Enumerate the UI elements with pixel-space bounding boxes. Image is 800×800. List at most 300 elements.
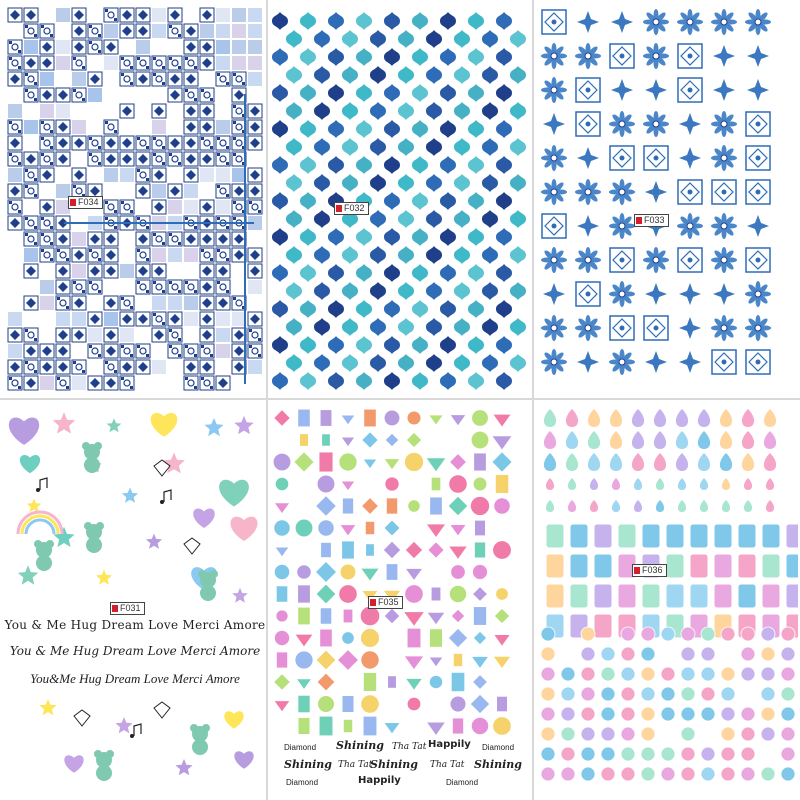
round-gem	[641, 707, 655, 721]
tile	[248, 8, 262, 22]
mandala-motif	[643, 43, 669, 69]
tile-motif	[146, 66, 149, 69]
round-gem	[360, 606, 379, 625]
tile-motif	[146, 178, 149, 181]
teardrop-gem	[766, 500, 774, 512]
emerald-gem	[298, 607, 310, 625]
moroccan-drop	[496, 192, 512, 210]
teardrop-gem	[544, 431, 556, 449]
tile-motif	[34, 194, 37, 197]
tile	[56, 56, 70, 70]
round-gem	[275, 477, 288, 490]
round-gem	[295, 519, 313, 537]
tile-motif	[249, 201, 252, 204]
emerald-gem	[298, 409, 310, 427]
teardrop-gem	[590, 500, 598, 512]
border-strip	[64, 222, 254, 224]
heart-sticker	[193, 509, 215, 528]
emerald-gem	[474, 542, 485, 558]
moroccan-drop	[356, 120, 372, 138]
round-gem	[601, 647, 615, 661]
motif-center	[654, 156, 659, 161]
tile	[200, 24, 214, 38]
moroccan-drop	[454, 102, 470, 120]
gem-word: Shining	[284, 758, 332, 771]
tile-motif	[169, 281, 172, 284]
moroccan-drop	[370, 210, 386, 228]
moroccan-drop	[482, 318, 498, 336]
moroccan-drop	[286, 246, 302, 264]
motif-star	[679, 351, 701, 373]
octagon-gem	[594, 584, 612, 608]
round-gem	[541, 747, 555, 761]
mandala-motif	[711, 145, 737, 171]
motif-star	[747, 215, 769, 237]
teardrop-gem	[656, 500, 664, 512]
emerald-gem	[366, 544, 375, 556]
moroccan-drop	[496, 84, 512, 102]
tile	[168, 248, 182, 262]
heart-sticker	[234, 751, 253, 768]
teardrop-gem	[612, 500, 620, 512]
motif-star	[577, 351, 599, 373]
mandala-motif	[747, 79, 769, 101]
moroccan-drop	[342, 66, 358, 84]
motif-center	[551, 155, 557, 161]
tile-motif	[169, 57, 172, 60]
octagon-gem	[546, 554, 564, 578]
tile-motif	[201, 89, 204, 92]
round-gem	[781, 707, 795, 721]
emerald-gem	[319, 716, 333, 736]
gem-word: Diamond	[446, 778, 479, 787]
trillion-gem	[342, 438, 354, 447]
moroccan-drop	[384, 48, 400, 66]
star-sticker	[122, 488, 138, 503]
moroccan-drop	[454, 210, 470, 228]
tile-motif	[98, 146, 101, 149]
mandala-motif	[679, 351, 701, 373]
mandala-motif	[610, 146, 634, 170]
octagon-gem	[570, 584, 588, 608]
round-gem	[741, 667, 755, 681]
round-gem	[295, 651, 313, 669]
mandala-motif	[746, 112, 770, 136]
teardrop-gem	[764, 431, 776, 449]
mandala-motif	[542, 214, 566, 238]
octagon-gem	[642, 584, 660, 608]
moroccan-drop	[454, 246, 470, 264]
tile-motif	[169, 233, 172, 236]
tile	[24, 40, 38, 54]
moroccan-drop	[496, 120, 512, 138]
tile-motif	[137, 281, 140, 284]
tile-motif	[9, 153, 12, 156]
motif-center	[756, 258, 761, 263]
trillion-gem	[427, 524, 445, 537]
round-gem	[276, 610, 288, 622]
tile	[40, 72, 54, 86]
moroccan-drop	[300, 372, 316, 390]
tile-motif	[178, 162, 181, 165]
trillion-gem	[406, 679, 421, 690]
trillion-gem	[493, 436, 512, 449]
tile	[232, 56, 246, 70]
round-gem	[701, 687, 715, 701]
moroccan-drop	[412, 336, 428, 354]
round-gem	[621, 747, 635, 761]
sheet-code-label: F033	[634, 214, 669, 227]
teardrop-gem	[656, 478, 664, 490]
diamond-gem	[450, 454, 466, 470]
tile-motif	[162, 162, 165, 165]
tile	[8, 312, 22, 326]
moroccan-drop	[272, 48, 288, 66]
mandala-motif	[711, 9, 737, 35]
emerald-gem	[388, 676, 397, 688]
round-gem	[781, 647, 795, 661]
diamond-gem	[473, 587, 487, 601]
tile-motif	[34, 242, 37, 245]
moroccan-drop	[356, 48, 372, 66]
emerald-gem	[320, 410, 332, 427]
gem-word: Shining	[336, 739, 384, 752]
round-gem	[681, 767, 695, 781]
moroccan-drop	[272, 336, 288, 354]
round-gem	[581, 687, 595, 701]
diamond-gem	[449, 629, 467, 647]
trillion-gem	[406, 569, 422, 580]
tile-motif	[233, 105, 236, 108]
tile-motif	[194, 354, 197, 357]
tile-motif	[178, 290, 181, 293]
motif-center	[620, 326, 625, 331]
moroccan-drop	[300, 48, 316, 66]
moroccan-drop	[412, 84, 428, 102]
tile	[104, 168, 118, 182]
moroccan-drop	[496, 372, 512, 390]
divider	[532, 0, 534, 800]
teardrop-gem	[676, 431, 688, 449]
mandala-motif	[678, 44, 702, 68]
teardrop-gem	[698, 409, 710, 427]
tile	[104, 312, 118, 326]
mandala-motif	[677, 9, 703, 35]
moroccan-drop	[510, 30, 526, 48]
tile-motif	[201, 249, 204, 252]
tile-motif	[18, 130, 21, 133]
round-gem	[472, 564, 487, 579]
emerald-gem	[475, 520, 486, 536]
tile-motif	[146, 290, 149, 293]
round-gem	[601, 707, 615, 721]
tile-motif	[178, 34, 181, 37]
octagon-gem	[666, 524, 684, 548]
tile-motif	[105, 217, 108, 220]
trillion-gem	[494, 635, 509, 646]
tile-motif	[210, 386, 213, 389]
tile-motif	[9, 57, 12, 60]
tile-motif	[194, 386, 197, 389]
moroccan-drop	[468, 156, 484, 174]
octagon-gem	[738, 554, 756, 578]
gem-word: Tha Tat	[338, 760, 373, 770]
teardrop-gem	[632, 431, 644, 449]
mandala-motif	[645, 283, 667, 305]
round-gem	[741, 747, 755, 761]
moroccan-drop	[440, 264, 456, 282]
moroccan-drop	[384, 372, 400, 390]
round-gem	[274, 564, 289, 579]
tile-motif	[226, 162, 229, 165]
music-note-head	[130, 734, 134, 738]
emerald-gem	[276, 586, 287, 602]
tile-motif	[210, 98, 213, 101]
moroccan-drop	[272, 120, 288, 138]
emerald-gem	[321, 542, 332, 557]
trillion-gem	[427, 458, 446, 471]
mandala-motif	[678, 248, 702, 272]
moroccan-drop	[426, 66, 442, 84]
gem-word: Tha Tat	[392, 742, 427, 752]
tile	[152, 360, 166, 374]
tile-motif	[169, 153, 172, 156]
motif-center	[619, 121, 625, 127]
tile-motif	[194, 66, 197, 69]
moroccan-drop	[328, 300, 344, 318]
tile-motif	[34, 98, 37, 101]
moroccan-drop	[496, 264, 512, 282]
tile	[72, 376, 86, 390]
round-gem	[561, 707, 575, 721]
tile-motif	[249, 345, 252, 348]
tile	[152, 120, 166, 134]
moroccan-drop	[314, 174, 330, 192]
tile-motif	[50, 146, 53, 149]
round-gem	[339, 585, 357, 603]
moroccan-drop	[454, 354, 470, 372]
motif-center	[585, 189, 591, 195]
tile-motif	[18, 162, 21, 165]
tile-motif	[210, 146, 213, 149]
mandala-motif	[712, 350, 736, 374]
moroccan-drop	[510, 210, 526, 228]
tile	[168, 296, 182, 310]
motif-star	[645, 181, 667, 203]
tile-motif	[153, 233, 156, 236]
tile	[152, 296, 166, 310]
teardrop-gem	[700, 500, 708, 512]
tile-motif	[82, 290, 85, 293]
mandala-motif	[679, 283, 701, 305]
heart-sticker	[20, 455, 40, 473]
motif-center	[722, 360, 727, 365]
round-gem	[621, 647, 635, 661]
tile-motif	[114, 370, 117, 373]
motif-center	[551, 325, 557, 331]
octagon-gem	[738, 524, 756, 548]
tile	[8, 168, 22, 182]
moroccan-drop	[272, 84, 288, 102]
moroccan-drop	[370, 102, 386, 120]
emerald-gem	[320, 608, 331, 624]
tile-motif	[146, 354, 149, 357]
round-gem	[581, 747, 595, 761]
tile-motif	[217, 73, 220, 76]
tile-motif	[41, 217, 44, 220]
emerald-gem	[430, 629, 443, 647]
tile-motif	[121, 73, 124, 76]
round-gem	[621, 627, 635, 641]
tile-motif	[185, 377, 188, 380]
moroccan-drop	[342, 174, 358, 192]
moroccan-drop	[440, 48, 456, 66]
gem-word: Shining	[370, 758, 418, 771]
teardrop-gem	[610, 453, 622, 471]
tile-motif	[185, 217, 188, 220]
moroccan-drop	[482, 354, 498, 372]
octagon-gem	[690, 584, 708, 608]
tile-motif	[121, 345, 124, 348]
tile-motif	[41, 233, 44, 236]
motif-center	[551, 87, 557, 93]
tile	[56, 40, 70, 54]
tile-motif	[89, 249, 92, 252]
octagon-gem	[546, 584, 564, 608]
teardrop-gem	[654, 431, 666, 449]
octagon-gem	[738, 584, 756, 608]
octagon-gem	[690, 554, 708, 578]
motif-center	[756, 190, 761, 195]
tile-motif	[130, 386, 133, 389]
round-gem	[405, 585, 423, 603]
tile-motif	[153, 57, 156, 60]
round-gem	[621, 727, 635, 741]
tile	[216, 344, 230, 358]
motif-star	[679, 317, 701, 339]
tile	[200, 168, 214, 182]
motif-star	[645, 283, 667, 305]
tile-motif	[210, 258, 213, 261]
tile	[40, 376, 54, 390]
emerald-gem	[407, 628, 421, 648]
moroccan-drop	[384, 84, 400, 102]
border-strip	[244, 94, 246, 384]
tile-motif	[82, 66, 85, 69]
motif-center	[756, 156, 761, 161]
tile-motif	[169, 25, 172, 28]
moroccan-drop	[356, 84, 372, 102]
tile-motif	[162, 66, 165, 69]
octagon-gem	[714, 554, 732, 578]
mandala-motif	[576, 112, 600, 136]
teardrop-gem	[588, 453, 600, 471]
moroccan-drop	[384, 336, 400, 354]
tile	[248, 360, 262, 374]
heart-sticker	[151, 413, 178, 437]
tile-motif	[146, 226, 149, 229]
motif-center	[552, 20, 557, 25]
heart-sticker	[224, 711, 243, 728]
diamond-gem	[492, 452, 511, 471]
moroccan-drop	[510, 174, 526, 192]
teardrop-gem	[568, 500, 576, 512]
teardrop-gem	[634, 478, 642, 490]
tile-motif	[105, 201, 108, 204]
diamond-gem	[474, 632, 486, 644]
tile-motif	[169, 329, 172, 332]
diamond-gem	[317, 585, 336, 604]
tile	[248, 72, 262, 86]
mandala-motif	[577, 11, 599, 33]
emerald-gem	[474, 453, 487, 471]
tile-motif	[226, 290, 229, 293]
mandala-motif	[575, 43, 601, 69]
music-note	[164, 490, 171, 502]
tile-motif	[25, 329, 28, 332]
moroccan-drop	[482, 210, 498, 228]
tile-motif	[34, 34, 37, 37]
teardrop-gem	[590, 478, 598, 490]
divider	[0, 398, 800, 400]
motif-center	[756, 122, 761, 127]
moroccan-drop	[300, 300, 316, 318]
star-sticker	[53, 412, 76, 434]
round-gem	[581, 707, 595, 721]
emerald-gem	[343, 609, 353, 623]
motif-center	[687, 223, 693, 229]
tile-motif	[25, 217, 28, 220]
motif-center	[721, 19, 727, 25]
bear-body	[200, 585, 216, 601]
mandala-motif	[711, 213, 737, 239]
tile-motif	[137, 249, 140, 252]
moroccan-drop	[426, 30, 442, 48]
round-gem	[297, 565, 311, 579]
moroccan-drop	[356, 372, 372, 390]
emerald-gem	[431, 477, 440, 490]
diamond-gem	[407, 433, 421, 447]
tile-motif	[89, 41, 92, 44]
round-gem	[681, 647, 695, 661]
teardrop-gem	[632, 453, 644, 471]
tile	[72, 232, 86, 246]
teardrop-gem	[742, 453, 754, 471]
diamond-gem	[318, 674, 335, 691]
tile-motif	[153, 153, 156, 156]
moroccan-drop	[482, 30, 498, 48]
mandala-motif	[645, 79, 667, 101]
tile-motif	[9, 377, 12, 380]
mandala-motif	[543, 113, 565, 135]
moroccan-drop	[440, 156, 456, 174]
mandala-motif	[609, 213, 635, 239]
trillion-gem	[451, 525, 466, 535]
tile	[248, 280, 262, 294]
tile-motif	[217, 281, 220, 284]
teardrop-gem	[676, 453, 688, 471]
tile-motif	[130, 210, 133, 213]
motif-center	[755, 291, 761, 297]
moroccan-drop	[426, 174, 442, 192]
motif-center	[654, 326, 659, 331]
round-gem	[541, 727, 555, 741]
motif-center	[721, 155, 727, 161]
moroccan-drop	[426, 318, 442, 336]
tile	[184, 248, 198, 262]
tile-motif	[98, 162, 101, 165]
star-sticker	[115, 717, 132, 733]
